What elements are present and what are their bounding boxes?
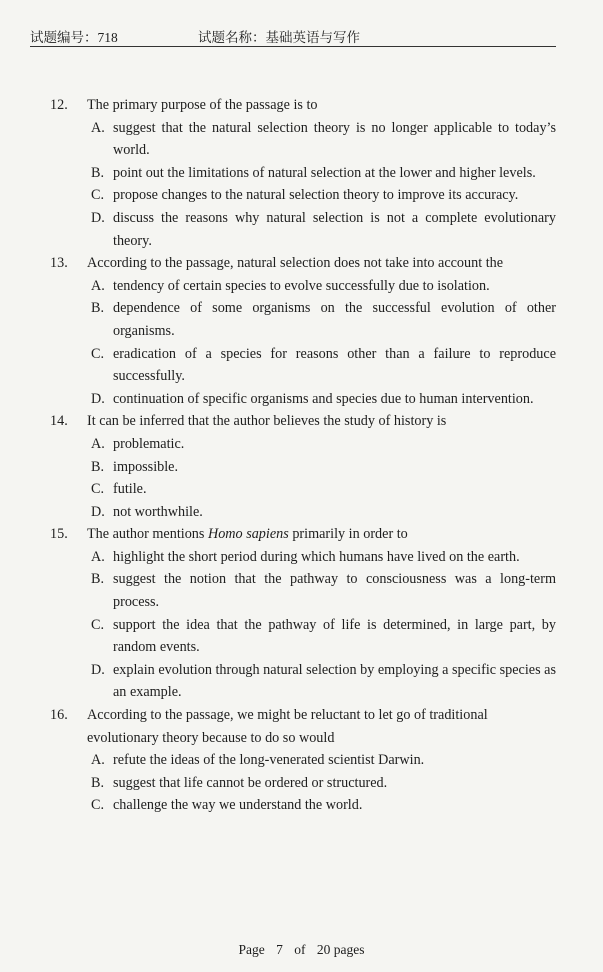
option-letter: B.: [91, 164, 105, 181]
option-letter: A.: [91, 435, 105, 452]
option-letter: A.: [91, 548, 105, 565]
option-text: not worthwhile.: [113, 503, 203, 520]
option-text: suggest the notion that the pathway to consciousness was a long-term process.: [113, 571, 556, 611]
option-d: [91, 388, 556, 411]
question-text: According to the passage, natural selection does not take into account the: [87, 255, 504, 272]
option-d: [91, 207, 556, 252]
option-letter: B.: [91, 300, 105, 317]
of-label: of: [294, 942, 306, 957]
option-text: challenge the way we understand the world.: [113, 797, 363, 814]
option-c: [91, 184, 556, 207]
question-text-before: The author mentions: [87, 526, 208, 543]
option-a: [91, 275, 556, 298]
option-text: impossible.: [113, 458, 179, 475]
option-letter: C.: [91, 187, 105, 204]
option-text: propose changes to the natural selection theory to improve its accuracy.: [113, 187, 519, 204]
option-letter: B.: [91, 774, 105, 791]
page-footer: [0, 942, 603, 958]
option-letter: C.: [91, 481, 105, 498]
question-text: It can be inferred that the author believes the study of history is: [87, 413, 447, 430]
question-stem: [50, 704, 556, 749]
option-text: tendency of certain species to evolve successfully due to isolation.: [113, 277, 490, 294]
option-text: support the idea that the pathway of life is determined, in large part, by random events.: [113, 616, 556, 656]
option-letter: A.: [91, 119, 105, 136]
total-pages: 20 pages: [316, 942, 365, 957]
option-a: [91, 433, 556, 456]
option-list: [91, 749, 556, 817]
option-text: continuation of specific organisms and species due to human intervention.: [113, 390, 534, 407]
page-label: Page: [238, 942, 265, 957]
question-text-after: primarily in order to: [288, 526, 408, 543]
question-stem: [50, 410, 556, 433]
option-text: explain evolution through natural selection by employing a specific species as an example.: [113, 661, 556, 701]
option-list: [91, 275, 556, 411]
question-stem: [50, 252, 556, 275]
option-b: [91, 568, 556, 613]
option-letter: D.: [91, 661, 105, 678]
option-letter: B.: [91, 571, 105, 588]
question-number: 14.: [50, 413, 68, 430]
option-b: [91, 162, 556, 185]
question-number: 12.: [50, 97, 68, 113]
option-text: highlight the short period during which humans have lived on the earth.: [113, 548, 520, 565]
question-16: [50, 704, 556, 817]
question-14: [50, 410, 556, 523]
option-letter: D.: [91, 209, 105, 226]
question-list: [50, 94, 556, 817]
option-text: point out the limitations of natural selection at the lower and higher levels.: [113, 164, 536, 181]
option-text: suggest that the natural selection theory is no longer applicable to today’s world.: [113, 119, 556, 159]
option-a: [91, 749, 556, 772]
option-letter: C.: [91, 797, 105, 814]
question-15: [50, 523, 556, 704]
option-list: [91, 117, 556, 253]
option-text: suggest that life cannot be ordered or structured.: [113, 774, 388, 791]
option-a: [91, 546, 556, 569]
option-b: [91, 456, 556, 479]
option-a: [91, 117, 556, 162]
option-letter: B.: [91, 458, 105, 475]
option-d: [91, 501, 556, 524]
option-b: [91, 772, 556, 795]
option-d: [91, 659, 556, 704]
option-c: [91, 794, 556, 817]
option-list: [91, 546, 556, 704]
option-letter: D.: [91, 390, 105, 407]
option-text: dependence of some organisms on the successful evolution of other organisms.: [113, 300, 556, 339]
question-number: 15.: [50, 526, 68, 543]
option-b: [91, 297, 556, 342]
question-13: [50, 252, 556, 410]
option-letter: A.: [91, 752, 105, 769]
option-letter: D.: [91, 503, 105, 520]
option-c: [91, 343, 556, 388]
option-letter: C.: [91, 616, 105, 633]
question-12: [50, 94, 556, 252]
exam-name: 试题名称：基础英语与写作: [198, 30, 360, 45]
species-name: Homo sapiens: [207, 526, 289, 543]
option-text: eradication of a species for reasons other than a failure to reproduce successfully.: [113, 345, 556, 385]
page-number: 7: [276, 942, 283, 957]
option-text: problematic.: [113, 435, 185, 452]
option-text: futile.: [113, 481, 147, 498]
page-header: [30, 24, 556, 47]
question-text: According to the passage, we might be reluctant to let go of traditional evolutionary theory because to do so would: [87, 707, 488, 746]
question-stem: [50, 523, 556, 546]
question-stem: [50, 94, 556, 117]
question-number: 16.: [50, 707, 68, 724]
option-c: [91, 614, 556, 659]
option-list: [91, 433, 556, 523]
exam-code: 试题编号：718: [30, 30, 118, 45]
option-letter: A.: [91, 277, 105, 294]
option-letter: C.: [91, 345, 105, 362]
question-text: The primary purpose of the passage is to: [87, 97, 318, 113]
question-number: 13.: [50, 255, 68, 272]
option-text: discuss the reasons why natural selection is not a complete evolutionary theory.: [113, 209, 556, 249]
option-c: [91, 478, 556, 501]
option-text: refute the ideas of the long-venerated scientist Darwin.: [113, 752, 425, 769]
